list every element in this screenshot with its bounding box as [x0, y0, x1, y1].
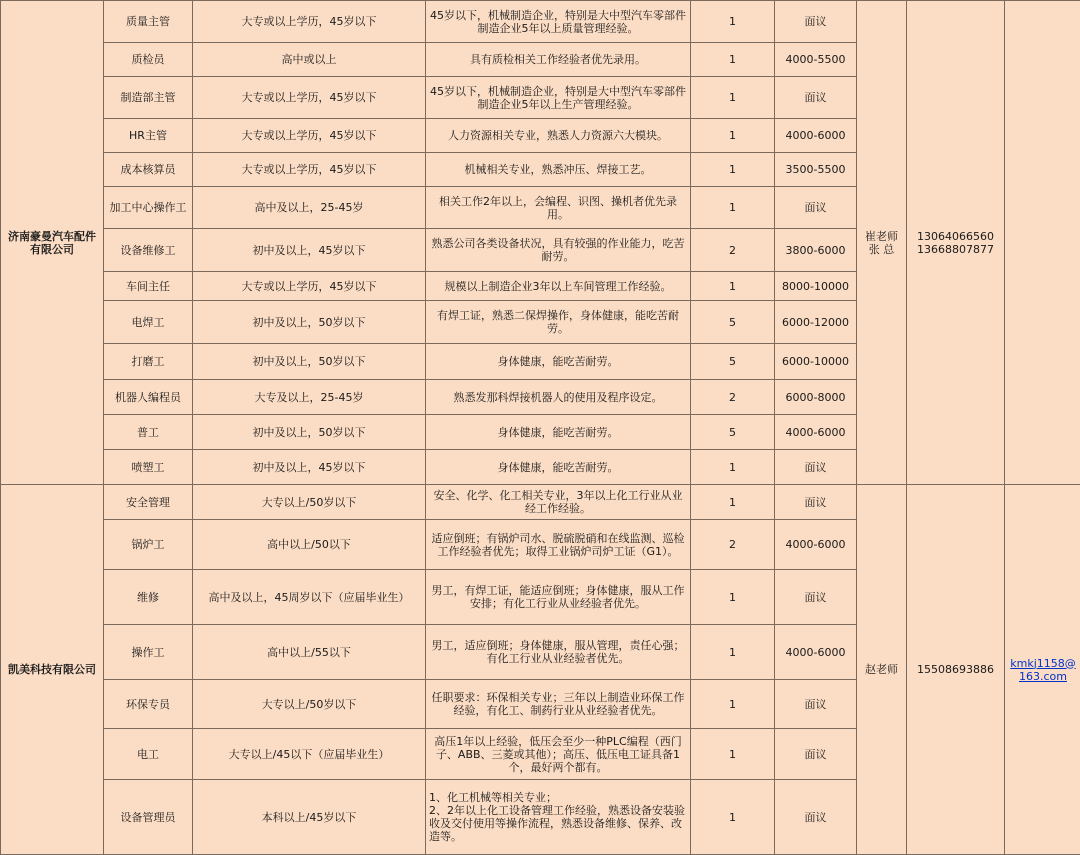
job-description: 熟悉发那科焊接机器人的使用及程序设定。 — [426, 380, 691, 415]
job-headcount: 2 — [691, 520, 775, 570]
contact-person: 崔老师 张 总 — [857, 1, 907, 485]
job-position: 设备管理员 — [104, 780, 193, 855]
job-headcount: 2 — [691, 380, 775, 415]
job-salary: 面议 — [775, 77, 857, 119]
job-requirement: 高中以上/55以下 — [193, 625, 426, 680]
job-salary: 4000-6000 — [775, 119, 857, 153]
job-salary: 6000-12000 — [775, 301, 857, 344]
job-requirement: 大专或以上学历，45岁以下 — [193, 1, 426, 43]
job-headcount: 5 — [691, 415, 775, 450]
job-description: 机械相关专业，熟悉冲压、焊接工艺。 — [426, 153, 691, 187]
job-requirement: 初中及以上，45岁以下 — [193, 450, 426, 485]
job-position: 加工中心操作工 — [104, 187, 193, 229]
job-headcount: 5 — [691, 344, 775, 380]
job-description: 1、化工机械等相关专业； 2、2年以上化工设备管理工作经验，熟悉设备安装验收及交付使用等操作流程，熟悉设备维修、保养、改造等。 — [426, 780, 691, 855]
job-description: 适应倒班；有锅炉司水、脱硫脱硝和在线监测、巡检工作经验者优先；取得工业锅炉司炉工证（G1）。 — [426, 520, 691, 570]
table-row — [1, 1, 1080, 43]
job-position: 制造部主管 — [104, 77, 193, 119]
job-description: 安全、化学、化工相关专业，3年以上化工行业从业经工作经验。 — [426, 485, 691, 520]
job-salary: 4000-6000 — [775, 520, 857, 570]
job-requirement: 初中及以上，50岁以下 — [193, 301, 426, 344]
table-row — [1, 485, 1080, 520]
job-description: 规模以上制造企业3年以上车间管理工作经验。 — [426, 272, 691, 301]
job-headcount: 1 — [691, 570, 775, 625]
job-description: 45岁以下，机械制造企业，特别是大中型汽车零部件制造企业5年以上生产管理经验。 — [426, 77, 691, 119]
job-position: 质检员 — [104, 43, 193, 77]
job-requirement: 高中或以上 — [193, 43, 426, 77]
contact-person: 赵老师 — [857, 485, 907, 855]
job-description: 熟悉公司各类设备状况，具有较强的作业能力，吃苦耐劳。 — [426, 229, 691, 272]
job-salary: 面议 — [775, 187, 857, 229]
job-position: 普工 — [104, 415, 193, 450]
job-description: 高压1年以上经验，低压会至少一种PLC编程（西门子、ABB、三菱或其他）；高压、低压电工证具备1个，最好两个都有。 — [426, 729, 691, 780]
job-requirement: 大专或以上学历，45岁以下 — [193, 153, 426, 187]
job-position: 维修 — [104, 570, 193, 625]
job-description: 男工，适应倒班；身体健康，服从管理，责任心强；有化工行业从业经验者优先。 — [426, 625, 691, 680]
job-position: 成本核算员 — [104, 153, 193, 187]
job-salary: 面议 — [775, 729, 857, 780]
job-position: 电焊工 — [104, 301, 193, 344]
job-salary: 8000-10000 — [775, 272, 857, 301]
job-description: 45岁以下，机械制造企业，特别是大中型汽车零部件制造企业5年以上质量管理经验。 — [426, 1, 691, 43]
job-headcount: 1 — [691, 272, 775, 301]
job-position: 锅炉工 — [104, 520, 193, 570]
job-headcount: 1 — [691, 450, 775, 485]
job-position: 电工 — [104, 729, 193, 780]
job-description: 男工，有焊工证，能适应倒班；身体健康，服从工作安排；有化工行业从业经验者优先。 — [426, 570, 691, 625]
job-position: 质量主管 — [104, 1, 193, 43]
job-headcount: 1 — [691, 153, 775, 187]
job-headcount: 2 — [691, 229, 775, 272]
job-headcount: 1 — [691, 625, 775, 680]
job-position: 环保专员 — [104, 680, 193, 729]
job-salary: 3800-6000 — [775, 229, 857, 272]
job-position: 打磨工 — [104, 344, 193, 380]
contact-phone: 13064066560 13668807877 — [907, 1, 1005, 485]
job-description: 有焊工证，熟悉二保焊操作，身体健康，能吃苦耐劳。 — [426, 301, 691, 344]
job-requirement: 高中以上/50以下 — [193, 520, 426, 570]
job-position: 车间主任 — [104, 272, 193, 301]
job-salary: 4000-5500 — [775, 43, 857, 77]
job-position: 操作工 — [104, 625, 193, 680]
job-headcount: 1 — [691, 119, 775, 153]
job-salary: 6000-10000 — [775, 344, 857, 380]
contact-email-link[interactable]: kmkj1158@163.com — [1010, 656, 1076, 683]
job-description: 身体健康，能吃苦耐劳。 — [426, 344, 691, 380]
job-salary: 3500-5500 — [775, 153, 857, 187]
contact-email-cell — [1005, 1, 1080, 485]
job-headcount: 1 — [691, 729, 775, 780]
job-headcount: 1 — [691, 485, 775, 520]
job-description: 人力资源相关专业，熟悉人力资源六大模块。 — [426, 119, 691, 153]
job-requirement: 初中及以上，50岁以下 — [193, 415, 426, 450]
job-salary: 面议 — [775, 1, 857, 43]
job-salary: 面议 — [775, 680, 857, 729]
job-requirement: 大专以上/50岁以下 — [193, 680, 426, 729]
job-salary: 4000-6000 — [775, 415, 857, 450]
job-salary: 6000-8000 — [775, 380, 857, 415]
job-description: 相关工作2年以上，会编程、识图、操机者优先录用。 — [426, 187, 691, 229]
job-description: 具有质检相关工作经验者优先录用。 — [426, 43, 691, 77]
job-headcount: 5 — [691, 301, 775, 344]
job-requirement: 大专及以上，25-45岁 — [193, 380, 426, 415]
job-requirement: 本科以上/45岁以下 — [193, 780, 426, 855]
job-requirement: 大专或以上学历，45岁以下 — [193, 119, 426, 153]
job-position: 安全管理 — [104, 485, 193, 520]
job-salary: 面议 — [775, 485, 857, 520]
job-headcount: 1 — [691, 680, 775, 729]
job-salary: 面议 — [775, 450, 857, 485]
job-position: 机器人编程员 — [104, 380, 193, 415]
job-requirement: 大专或以上学历，45岁以下 — [193, 77, 426, 119]
job-requirement: 初中及以上，50岁以下 — [193, 344, 426, 380]
job-requirement: 大专或以上学历，45岁以下 — [193, 272, 426, 301]
job-requirement: 高中及以上，45周岁以下（应届毕业生） — [193, 570, 426, 625]
job-requirement: 大专以上/50岁以下 — [193, 485, 426, 520]
job-salary: 面议 — [775, 780, 857, 855]
job-position: 设备维修工 — [104, 229, 193, 272]
job-position: HR主管 — [104, 119, 193, 153]
job-description: 任职要求：环保相关专业；三年以上制造业环保工作经验，有化工、制药行业从业经验者优先。 — [426, 680, 691, 729]
job-requirement: 高中及以上，25-45岁 — [193, 187, 426, 229]
contact-email-cell — [1005, 485, 1080, 855]
job-requirement: 初中及以上，45岁以下 — [193, 229, 426, 272]
contact-phone: 15508693886 — [907, 485, 1005, 855]
job-headcount: 1 — [691, 780, 775, 855]
company-name: 凯美科技有限公司 — [1, 485, 104, 855]
job-requirement: 大专以上/45以下（应届毕业生） — [193, 729, 426, 780]
job-headcount: 1 — [691, 187, 775, 229]
job-position: 喷塑工 — [104, 450, 193, 485]
job-salary: 4000-6000 — [775, 625, 857, 680]
job-headcount: 1 — [691, 1, 775, 43]
job-salary: 面议 — [775, 570, 857, 625]
job-headcount: 1 — [691, 77, 775, 119]
job-headcount: 1 — [691, 43, 775, 77]
company-name: 济南豪曼汽车配件有限公司 — [1, 1, 104, 485]
job-description: 身体健康，能吃苦耐劳。 — [426, 450, 691, 485]
job-description: 身体健康，能吃苦耐劳。 — [426, 415, 691, 450]
